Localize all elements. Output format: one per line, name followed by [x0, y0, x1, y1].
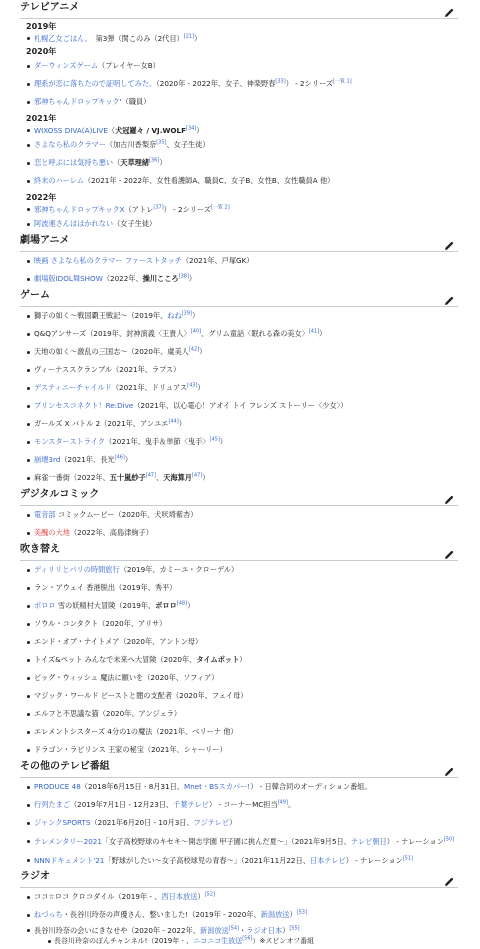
list-item: [26, 154, 458, 172]
section-title: その他のテレビ番組: [20, 761, 110, 772]
list-item: [26, 415, 458, 433]
wiki-link[interactable]: ジャンクSPORTS: [34, 818, 91, 827]
list-item: [26, 136, 458, 154]
list-item: [26, 325, 458, 343]
section-heading: [20, 759, 458, 778]
citation-ref[interactable]: [47]: [145, 472, 157, 479]
citation-ref[interactable]: [37]: [153, 204, 164, 211]
wiki-link[interactable]: テレビ朝日: [350, 837, 387, 846]
edit-pencil-icon[interactable]: [444, 762, 454, 772]
item-text: Q&Qアンサーズ（2019年、封神演義〈王貴人〉: [34, 329, 191, 338]
citation-ref[interactable]: [38]: [178, 273, 189, 280]
section-2: [20, 288, 458, 487]
item-text: （2021年、戸塚GK）: [181, 256, 254, 265]
main-role-text: 五十嵐紗子: [109, 473, 146, 482]
list-item: [26, 307, 458, 325]
item-text: ）: [194, 34, 202, 43]
wiki-link[interactable]: Mnet・BSスカパー!: [184, 782, 251, 791]
item-text: ・長谷川玲奈の声優さん、整いました!（2019年 - 2020年、: [62, 910, 261, 919]
wiki-link[interactable]: フジテレビ: [193, 818, 230, 827]
item-list: [20, 778, 458, 869]
citation-ref[interactable]: [33]: [275, 78, 286, 85]
item-text: エレメントシスターズ 4分の1の魔法（2021年、ベリーナ 他）: [34, 727, 238, 736]
wiki-link[interactable]: ポロロ: [34, 601, 56, 610]
list-item: [26, 669, 458, 687]
item-text: ラン・アウェイ 香港脱出（2019年、秀平）: [34, 583, 177, 592]
item-text: ）: [197, 383, 205, 392]
list-item: [26, 125, 458, 136]
list-item: [26, 651, 458, 669]
section-title: デジタルコミック: [20, 489, 100, 500]
citation-ref[interactable]: [一覧 1]: [333, 78, 352, 85]
main-role-text: 操川こころ: [142, 274, 179, 283]
section-6: [20, 869, 458, 946]
wiki-link[interactable]: 映画 さよなら私のクラマー ファーストタッチ: [34, 256, 182, 265]
citation-ref[interactable]: [52]: [204, 891, 215, 898]
list-item: [26, 343, 458, 361]
section-title: ゲーム: [20, 290, 50, 301]
citation-ref[interactable]: [41]: [308, 328, 320, 335]
wiki-link[interactable]: ねね: [167, 311, 182, 320]
list-item: [26, 204, 458, 215]
list-item: [26, 433, 458, 451]
list-item: [26, 361, 458, 379]
citation-ref[interactable]: [50]: [443, 836, 455, 843]
item-list: [20, 33, 458, 44]
citation-ref[interactable]: [56]: [242, 935, 253, 942]
sub-list: [34, 936, 458, 946]
year-heading: 2021年: [26, 114, 57, 123]
item-text: ソウル・コンタクト（2020年、アリサ）: [34, 619, 167, 628]
citation-ref[interactable]: [35]: [156, 139, 167, 146]
wiki-link[interactable]: 劇場版IDOL舞SHOW: [34, 274, 103, 283]
item-text: （: [113, 158, 121, 167]
item-text: 長谷川玲奈の会いにきなせや（2020年 - 2022年、: [34, 926, 200, 935]
list-item: [26, 215, 458, 233]
citation-ref[interactable]: [45]: [209, 436, 220, 443]
wiki-link[interactable]: 理系が恋に落ちたので証明してみた。: [34, 79, 157, 88]
wiki-link[interactable]: 邪神ちゃんドロップキックX: [34, 205, 125, 214]
item-text: ）: [199, 347, 207, 356]
edit-pencil-icon[interactable]: [444, 291, 454, 301]
item-text: （2018年6月15日 - 8月31日、: [80, 782, 184, 791]
item-text: ）: [159, 158, 167, 167]
item-text: ）: [319, 329, 327, 338]
item-text: ）: [191, 311, 200, 320]
item-list: [20, 125, 458, 190]
section-0: [20, 0, 458, 233]
list-item: [26, 172, 458, 190]
citation-ref[interactable]: [47]: [191, 472, 203, 479]
citation-ref[interactable]: [39]: [181, 310, 192, 317]
item-text: 、グリム童話〈眠れる森の美女〉: [201, 329, 309, 338]
citation-ref[interactable]: [44]: [168, 418, 179, 425]
item-text: '（職員）: [119, 97, 151, 106]
citation-ref[interactable]: [42]: [188, 346, 200, 353]
citation-ref[interactable]: [40]: [190, 328, 202, 335]
edit-pencil-icon[interactable]: [444, 490, 454, 500]
item-text: （アトレ: [124, 205, 154, 214]
item-text: ビッグ・ウィッシュ 魔法に願いを（2020年、ソフィア）: [34, 673, 219, 682]
item-text: （2022年、高島津絢子）: [69, 528, 153, 537]
wiki-link[interactable]: NNNドキュメント'21: [34, 855, 105, 865]
item-list: [20, 204, 458, 233]
list-item: [26, 888, 458, 906]
citation-ref[interactable]: [46]: [114, 454, 125, 461]
item-text: エルフと不思議な猫（2020年、アンジェラ）: [34, 709, 182, 718]
list-item: [26, 397, 458, 415]
wiki-link[interactable]: 新潟放送: [260, 910, 290, 919]
list-item: [26, 57, 458, 75]
redlink[interactable]: 美醜の大地: [34, 528, 70, 537]
list-item: [26, 796, 458, 814]
main-role-text: ポロロ: [155, 601, 177, 610]
wiki-link[interactable]: プリンセスコネクト！Re:Dive: [34, 401, 134, 410]
item-text: （2020年 - 2022年、女子、神楽野春: [156, 79, 276, 88]
item-text: ）: [124, 455, 133, 464]
item-text: ） - 2シリーズ: [163, 205, 211, 214]
list-item: [26, 469, 458, 487]
wiki-link[interactable]: 阿波連さんははかれない: [34, 219, 114, 228]
citation-ref[interactable]: [43]: [187, 382, 198, 389]
item-text: ）: [187, 601, 195, 610]
item-list: [20, 307, 458, 487]
list-item: [26, 633, 458, 651]
item-text: （2021年、以心電心！アオイ トイ フレンズ ストーリー〈少女〉）: [133, 401, 348, 410]
item-list: [20, 506, 458, 542]
item-text: ）: [229, 818, 237, 827]
item-text: エンド・オブ・ナイトメア（2020年、アントン母）: [34, 637, 203, 646]
item-text: ） - 日韓合同のオーディション番組。: [250, 782, 372, 791]
wiki-link[interactable]: WIXOSS DIVA(A)LIVE: [34, 126, 108, 135]
section-3: [20, 487, 458, 542]
item-text: （加古川香梨奈: [105, 140, 157, 149]
wiki-link[interactable]: ラジオ日本: [246, 926, 283, 935]
item-text: ）※スピンオフ番組: [252, 937, 315, 945]
item-text: 。: [287, 800, 296, 809]
list-item: [26, 561, 458, 579]
list-item: [26, 93, 458, 111]
wiki-link[interactable]: 電音部: [34, 510, 56, 519]
wiki-link[interactable]: デスティニーチャイルド: [34, 383, 112, 392]
item-text: ・: [238, 926, 247, 935]
item-text: ）: [289, 910, 297, 919]
section-title: 吹き替え: [20, 544, 60, 555]
wiki-link[interactable]: さよなら私のクラマー: [34, 140, 106, 149]
item-text: 麻雀一番街（2022年、: [34, 473, 110, 482]
citation-ref[interactable]: [55]: [289, 925, 300, 932]
item-text: ） - ナレーション: [386, 837, 444, 846]
citation-ref[interactable]: [36]: [149, 157, 160, 164]
item-text: 長谷川玲奈のぽんチャンネル!（2019年 - 、: [54, 937, 194, 945]
wiki-link[interactable]: 新潟放送: [199, 926, 229, 935]
section-heading: [20, 487, 458, 506]
item-text: ）: [219, 437, 227, 446]
item-text: ドラゴン・ラビリンス 王家の秘宝（2021年、シャーリー）: [34, 745, 227, 754]
item-text: ）: [196, 126, 204, 135]
main-role-text: 天草理緒: [120, 158, 150, 167]
item-text: （2021年6月20日 - 10月3日、: [90, 818, 194, 827]
wiki-link[interactable]: 日本テレビ: [309, 855, 346, 865]
section-heading: [20, 869, 458, 888]
item-text: 、女子生徒）: [166, 140, 210, 149]
citation-ref[interactable]: [49]: [277, 799, 288, 806]
wiki-link[interactable]: 崩壊3rd: [34, 455, 61, 464]
item-text: （2021年、ドリュアス: [111, 383, 188, 392]
edit-pencil-icon[interactable]: [444, 545, 454, 555]
item-list: [20, 561, 458, 759]
section-5: [20, 759, 458, 869]
item-text: ココ☆ロコ クロコダイル（2019年 - 、: [34, 892, 162, 901]
sub-list-item: [54, 936, 458, 946]
item-text: （2021年、曳手＆単節〈曳手〉: [104, 437, 210, 446]
list-item: [26, 506, 458, 524]
section-title: テレビアニメ: [20, 2, 80, 13]
list-item: [26, 252, 458, 270]
list-item: [26, 579, 458, 597]
wiki-link[interactable]: 西日本放送: [161, 892, 198, 901]
section-heading: [20, 0, 458, 19]
wiki-link[interactable]: テレメンタリー2021: [34, 837, 102, 846]
item-text: 「野球がしたい〜女子高校球児の青春〜」（2021年11月22日、: [104, 855, 310, 865]
list-item: [26, 741, 458, 759]
citation-ref[interactable]: [34]: [186, 125, 197, 132]
citation-ref[interactable]: [54]: [228, 925, 239, 932]
citation-ref[interactable]: [一覧 2]: [210, 204, 230, 211]
item-text: コミックムービー（2020年、犬吠埼紫杏）: [55, 510, 198, 519]
edit-pencil-icon[interactable]: [444, 3, 454, 13]
wiki-link[interactable]: 終末のハーレム: [34, 176, 84, 185]
item-text: 天地の如く〜激乱の三国志〜（2020年、虞美人: [34, 347, 189, 356]
item-text: （2022年、: [102, 274, 143, 283]
item-text: ） - 2シリーズ: [285, 79, 334, 88]
list-item: [26, 33, 458, 44]
list-item: [26, 925, 458, 946]
section-title: ラジオ: [20, 871, 50, 882]
wiki-link[interactable]: ニコニコ生放送: [193, 937, 243, 945]
list-item: [26, 597, 458, 615]
list-item: [26, 687, 458, 705]
main-role-text: タイムポット: [196, 655, 240, 664]
section-heading: [20, 288, 458, 307]
item-text: ）: [202, 473, 210, 482]
item-text: 獅子の如く〜戦国覇王戦記〜（2019年、: [34, 311, 168, 320]
list-item: [26, 778, 458, 796]
item-text: ）: [178, 419, 186, 428]
list-item: [26, 75, 458, 93]
item-text: （プレイヤー女B）: [98, 61, 160, 70]
list-item: [26, 451, 458, 469]
wiki-link[interactable]: ねづっち: [34, 910, 63, 919]
item-text: マジック・ワールド ビーストと闇の支配者（2020年、フェイ母）: [34, 691, 248, 700]
list-item: [26, 615, 458, 633]
citation-ref[interactable]: [21]: [183, 33, 195, 40]
list-item: [26, 270, 458, 288]
wiki-link[interactable]: 行列たまご: [34, 800, 70, 809]
list-item: [26, 379, 458, 397]
item-list: [20, 57, 458, 111]
section-1: [20, 233, 458, 288]
section-title: 劇場アニメ: [20, 235, 70, 246]
item-list: [20, 888, 458, 946]
wiki-link[interactable]: 邪神ちゃんドロップキック: [34, 97, 120, 106]
section-heading: [20, 233, 458, 252]
list-item: [26, 723, 458, 741]
citation-ref[interactable]: [48]: [176, 600, 188, 607]
edit-pencil-icon[interactable]: [444, 236, 454, 246]
list-item: [26, 524, 458, 542]
list-item: [26, 851, 458, 870]
section-4: [20, 542, 458, 759]
section-heading: [20, 542, 458, 561]
main-role-text: 天海算月: [163, 473, 192, 482]
citation-ref[interactable]: [51]: [402, 855, 413, 862]
citation-ref[interactable]: [53]: [296, 909, 307, 916]
item-text: ）: [197, 892, 205, 901]
item-text: （2021年 - 2022年、女性看護師A、職員C、女子B、女性B、女性職員A 他）: [83, 176, 335, 185]
list-item: [26, 705, 458, 723]
item-text: ） - コーナーMC担当: [208, 800, 278, 809]
item-text: ヴィーナススクランブル（2021年、ラプス）: [34, 365, 181, 374]
item-text: （: [107, 126, 116, 135]
item-text: 第3弾（関このみ（2代目）: [88, 34, 184, 43]
list-item: [26, 906, 458, 924]
wiki-link[interactable]: モンスターストライク: [34, 437, 105, 446]
wiki-link[interactable]: ディリリとパリの時間旅行: [34, 565, 120, 574]
item-text: ）: [188, 274, 197, 283]
main-role-text: 犬冠羅々 / VJ.WOLF: [115, 126, 186, 135]
wiki-link[interactable]: 恋と呼ぶには気持ち悪い: [34, 158, 114, 167]
wiki-link[interactable]: PRODUCE 48: [34, 782, 81, 791]
item-text: トイズ&ペット みんなで未来へ大冒険（2020年、: [34, 655, 197, 664]
item-text: （2019年7月1日 - 12月23日、: [69, 800, 174, 809]
item-text: ）: [282, 926, 290, 935]
item-text: 「女子高校野球のキセキ〜開志学園 甲子園に挑んだ夏〜」（2021年9月5日、: [101, 837, 351, 846]
item-text: ガールズ X バトル 2（2021年、アンユエ: [34, 419, 169, 428]
item-text: （2021年、長光: [60, 455, 115, 464]
wiki-link[interactable]: ダーウィンズゲーム: [34, 61, 99, 70]
item-text: 、: [156, 473, 164, 482]
wiki-link[interactable]: 札幌乙女ごはん。: [34, 34, 89, 43]
list-item: [26, 814, 458, 832]
list-item: [26, 832, 458, 851]
year-heading: 2019年: [26, 22, 57, 31]
item-text: 雪の妖精村大冒険（2019年、: [55, 601, 156, 610]
edit-pencil-icon[interactable]: [444, 872, 454, 882]
item-text: ）: [239, 655, 247, 664]
item-text: （2019年、カミーユ・クローデル）: [119, 565, 239, 574]
wiki-link[interactable]: 千葉テレビ: [173, 800, 209, 809]
item-text: （女子生徒）: [113, 219, 157, 228]
year-heading: 2020年: [26, 47, 57, 56]
item-list: [20, 252, 458, 288]
year-heading: 2022年: [26, 193, 57, 202]
item-text: ） - ナレーション: [345, 855, 403, 865]
